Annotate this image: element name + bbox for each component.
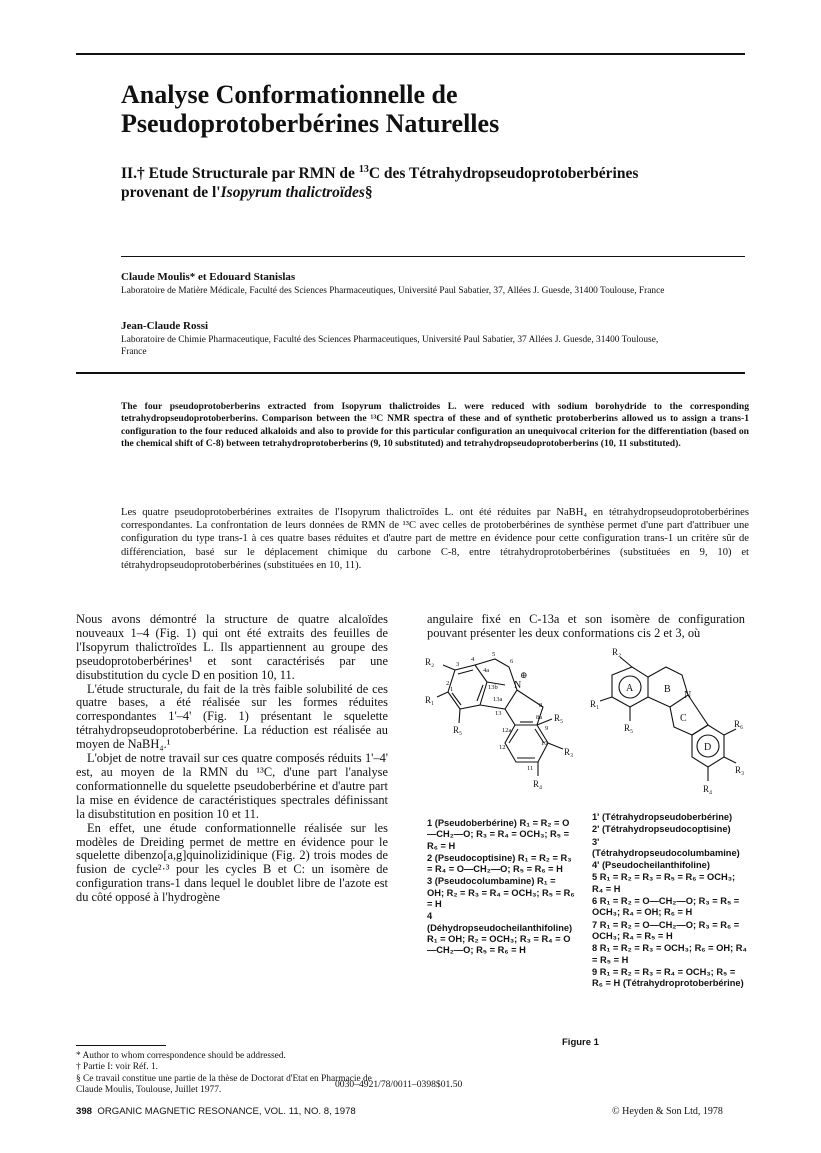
struct1-r3: R₃ — [564, 747, 574, 757]
struct1-r4: R₄ — [533, 779, 543, 789]
locant: 4 — [471, 656, 475, 663]
body-paragraph: Nous avons démontré la structure de quatre alcaloïdes nouveaux 1–4 (Fig. 1) qui ont été extraits des feuilles de l'Isopyrum thalictroïdes L. Ils appartiennent au groupe des pseudoprotoberbérines¹ et sont caractérisés par une disubstitution du cycle D en position 10, 11. — [76, 612, 388, 682]
structure-tetrahydropseudoprotoberberine — [590, 645, 750, 815]
locant: 3 — [456, 661, 460, 668]
abstract-french: Les quatre pseudoprotoberbérines extraites de l'Isopyrum thalictroïdes L. ont été réduites par NaBH₄ en tétrahydropseudoprotoberbérines correspondantes. La confrontation de leurs données de RMN de ¹³C avec celles de protoberbérines de synthèse permet d'une part d'attribuer une configuration du type trans-1 à ces quatre bases réduites et d'autre part de mettre en évidence pour cette configuration trans-1 un critère sûr de différenciation, basé sur le déplacement chimique du carbone C-8, entre tétrahydroprotoberbérines (substituées en 9, 10) et tétrahydropseudoprotoberbérines (substituées en 10, 11). — [121, 507, 749, 571]
struct1-r5: R₅ — [453, 725, 463, 735]
doi-line: 0030–4921/78/0011–0398$01.50 — [335, 1079, 463, 1090]
compound-entry: 9 R₁ = R₂ = R₃ = R₄ = OCH₃; R₅ = R₆ = H (Tétrahydroprotoberbérine) — [592, 966, 744, 989]
locant: 12a — [502, 727, 512, 734]
locant: 2 — [446, 680, 450, 687]
locant: 4a — [483, 667, 490, 674]
compound-entry: 2 (Pseudocoptisine) R₁ = R₂ = R₃ = R₄ = O—CH₂—O; R₅ = R₆ = H — [427, 852, 572, 875]
locant: 12 — [499, 744, 506, 751]
footnote: † Partie I: voir Réf. 1. — [76, 1062, 159, 1073]
subtitle-prefix: II.† Etude Structurale par RMN de — [121, 165, 359, 183]
affiliation-1: Laboratoire de Matière Médicale, Faculté des Sciences Pharmaceutiques, Université Paul Sabatier, 37, Allées J. Guesde, 31400 Toulouse, France — [121, 286, 665, 296]
locant: 13 — [495, 710, 502, 717]
struct1-plus: ⊕ — [520, 670, 528, 680]
copyright: © Heyden & Son Ltd, 1978 — [612, 1106, 723, 1117]
author-names-2: Jean-Claude Rossi — [121, 320, 209, 332]
subtitle-species: Isopyrum thalictroïdes — [220, 184, 365, 202]
figure-caption: Figure 1 — [562, 1037, 599, 1048]
compound-entry: 6 R₁ = R₂ = O—CH₂—O; R₃ = R₅ = OCH₃; R₄ = OH; R₆ = H — [592, 896, 740, 918]
article-subtitle — [121, 160, 681, 202]
struct1-r1: R₁ — [425, 695, 435, 705]
compound-entry: 4' (Pseudocheilanthifoline) — [592, 860, 710, 871]
locant: 6 — [510, 658, 514, 665]
subtitle-mid: C des Tétrahydropseudoprotoberbérines provenant de l' — [121, 165, 639, 202]
struct2-n: N — [684, 690, 692, 701]
locant: 11 — [527, 765, 534, 772]
header-rule — [121, 256, 745, 257]
ring-label: C — [680, 713, 687, 724]
locant: 1 — [450, 686, 454, 693]
locant: 5 — [492, 651, 496, 658]
subtitle-isotope: 13 — [358, 164, 369, 175]
compound-entry: 8 R₁ = R₂ = R₃ = OCH₃; R₆ = OH; R₄ = R₅ = H — [592, 943, 747, 965]
affiliation-2: Laboratoire de Chimie Pharmaceutique, Faculté des Sciences Pharmaceutiques, Université Paul Sabatier, 37 Allées J. Guesde, 31400 Toulouse, France — [121, 335, 659, 357]
page-footer-left — [76, 1106, 356, 1117]
struct2-r5: R₅ — [624, 723, 634, 733]
locant: 13b — [488, 684, 498, 691]
page-number: 398 — [76, 1106, 93, 1117]
compound-entry: 7 R₁ = R₂ = O—CH₂—O; R₃ = R₆ = OCH₃; R₄ = R₅ = H — [592, 919, 740, 941]
compound-entry: 1 (Pseudoberbérine) R₁ = R₂ = O—CH₂—O; R₃ = R₄ = OCH₃; R₅ = R₆ = H — [427, 818, 570, 851]
footnote-rule — [76, 1045, 166, 1046]
body-left-column — [76, 613, 388, 905]
locant: 9 — [545, 725, 549, 732]
figure-list-left — [427, 818, 575, 958]
ring-label: D — [704, 742, 712, 753]
abstract-english: The four pseudoprotoberberins extracted from Isopyrum thalictroides L. were reduced with sodium borohydride to the corresponding tetrahydropseudoprotoberberins. Comparison between the ¹³C NMR spectra of these and of synthetic protoberberins allowed us to assign a trans-1 configuration to the four reduced alkaloids and also to provide for this particular configuration an unequivocal criterion for the differentiation (based on the chemical shift of C-8) between tetrahydroprotoberberins (9, 10 substituted) and tetrahydropseudoprotoberberins (10, 11 substituted). — [121, 401, 749, 450]
struct1-n: N — [514, 680, 522, 691]
footnote: * Author to whom correspondence should be addressed. — [76, 1051, 286, 1061]
locant: 8a — [536, 714, 543, 721]
ring-label: B — [664, 684, 671, 695]
compound-entry: 5 R₁ = R₂ = R₃ = R₅ = R₆ = OCH₃; R₄ = H — [592, 872, 736, 894]
struct1-r2: R₂ — [425, 657, 435, 667]
locant: 13a — [493, 696, 503, 703]
top-rule — [76, 53, 745, 55]
struct2-r4: R₄ — [703, 784, 713, 794]
body-paragraph: En effet, une étude conformationnelle réalisée sur les modèles de Dreiding permet de mettre en évidence pour le squelette dibenzo[a,g]quinolizidinique (Fig. 2) trois modes de fusion de cycle²·³ pour les cycles B et C: un isomère de configuration trans-1 dans lequel le doublet libre de l'azote est du côté opposé à l'hydrogène — [76, 820, 388, 905]
compound-entry: 3 (Pseudocolumbamine) R₁ = OH; R₂ = R₃ = R₄ = OCH₃; R₅ = R₆ = H — [427, 876, 575, 910]
struct2-r1: R₁ — [590, 699, 600, 709]
struct1-r5b: R₅ — [554, 713, 564, 723]
compound-entry: 1' (Tétrahydropseudoberbérine) — [592, 812, 733, 822]
body-paragraph: L'objet de notre travail sur ces quatre composés réduits 1'–4' est, au moyen de la RMN du ¹³C, d'une part l'analyse conformationnelle du squelette pseudoberbérine et d'autre part la mise en évidence de caractéristiques spectrales définissant la disubstitution en position 10 et 11. — [76, 751, 388, 821]
ring-label: A — [626, 683, 634, 694]
compound-entry: 2' (Tétrahydropseudocoptisine) — [592, 824, 731, 835]
author-names-1: Claude Moulis* et Edouard Stanislas — [121, 271, 296, 283]
compound-entry: 3' (Tétrahydropseudocolumbamine) — [592, 836, 740, 858]
footnote: § Ce travail constitue une partie de la thèse de Doctorat d'Etat en Pharmacie de Claude Moulis, Toulouse, Juillet 1977. — [76, 1073, 372, 1096]
figure-list-right — [592, 812, 747, 990]
body-paragraph: L'étude structurale, du fait de la très faible solubilité de ces quatre bases, a été réalisée sur les formes réduites correspondantes 1'–4' (Fig. 1) présentant le squelette tétrahydropseudoprotoberbérine. La réduction est réalisée au moyen de NaBH₄.¹ — [76, 681, 388, 752]
struct2-r2: R₂ — [612, 647, 622, 657]
authors-rule — [76, 372, 745, 374]
compound-entry: 4 (Déhydropseudocheilanthifoline) R₁ = OH; R₂ = OCH₃; R₃ = R₄ = O—CH₂—O; R₅ = R₆ = H — [427, 911, 573, 956]
subtitle-suffix: § — [364, 184, 373, 202]
locant: 8 — [539, 702, 543, 709]
locant: 10 — [541, 740, 548, 747]
struct2-r3: R₃ — [735, 765, 745, 775]
struct2-r6: R₆ — [734, 719, 744, 729]
journal-name: ORGANIC MAGNETIC RESONANCE, VOL. 11, NO. 8, 1978 — [97, 1106, 356, 1117]
article-title: Analyse Conformationnelle de Pseudoprotoberbérines Naturelles — [121, 80, 500, 138]
structure-pseudoprotoberberine — [425, 645, 595, 815]
body-right-column: angulaire fixé en C-13a et son isomère de configuration pouvant présenter les deux conformations cis 2 et 3, où — [427, 612, 745, 640]
